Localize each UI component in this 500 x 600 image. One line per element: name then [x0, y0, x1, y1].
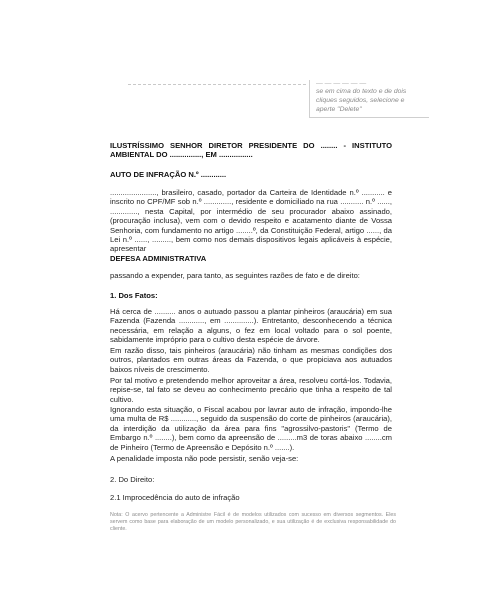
addressee-heading: ILUSTRÍSSIMO SENHOR DIRETOR PRESIDENTE DO ........ - INSTITUTO AMBIENTAL DO ..............., EM ................ — [110, 141, 392, 160]
header-divider — [128, 84, 306, 85]
facts-section-title: 1. Dos Fatos: — [110, 291, 158, 300]
law-section-title: 2. Do Direito: — [110, 475, 155, 484]
facts-paragraph-3: Por tal motivo e pretendendo melhor aproveitar a área, resolveu cortá-los. Todavia, repise-se, tal fato se deveu ao conhecimento precário que tinha a respeito de tal cultivo. — [110, 376, 392, 404]
footer-disclaimer: Nota: O acervo pertencente a Administre Fácil é de modelos utilizados com sucesso em diversos segmentos. Eles servem como base para elaboração de um modelo personalizado, e sua utilização é de exclusiva responsabilidade do cliente. — [110, 512, 396, 532]
intro-paragraph: passando a expender, para tanto, as seguintes razões de fato e de direito: — [110, 271, 360, 280]
instruction-note-box — [309, 80, 429, 118]
facts-paragraph-4: Ignorando esta situação, o Fiscal acabou por lavrar auto de infração, impondo-lhe uma multa de R$ ............, seguido da suspensão do corte de pinheiros (araucária), da interdição da utilização da área para fins "agrossilvo-pastoris" (Termo de Embargo n.º ........), bem como da apreensão de .........m3 de toras abaixo ........cm de Pinheiro (Termo de Apreensão e Depósito n.º .......). — [110, 405, 392, 452]
facts-paragraph-1: Há cerca de .......... anos o autuado passou a plantar pinheiros (araucária) em sua Fazenda (Fazenda ............, em ..............). Entretanto, desconhecendo a técnica necessária, em relação a alguns, o fez em local voltado para o sol poente, sabidamente impróprio para o cultivo desta espécie de árvore. — [110, 307, 392, 345]
law-subsection-title: 2.1 Improcedência do auto de infração — [110, 493, 240, 502]
instruction-note-line: — — — — — — — [316, 81, 367, 87]
defense-title: DEFESA ADMINISTRATIVA — [110, 254, 207, 263]
facts-paragraph-2: Em razão disso, tais pinheiros (araucária) não tinham as mesmas condições dos outros, plantados em outras áreas da Fazenda, o que propiciava aos autuados baixos níveis de crescimento. — [110, 346, 392, 374]
instruction-note-line: se em cima do texto e de dois — [316, 88, 407, 95]
penalty-paragraph: A penalidade imposta não pode persistir, senão veja-se: — [110, 454, 299, 463]
instruction-note-line: aperte "Delete" — [316, 106, 362, 113]
qualification-paragraph: ......................, brasileiro, casado, portador da Carteira de Identidade n.º ........... e inscrito no CPF/MF sob n.º ............., residente e domiciliado na rua ........... n.º ......, ............., nesta Capital, por intermédio de seu procurador abaixo assinado, (procuração inclusa), vem com o devido respeito e acatamento diante de Vossa Senhoria, com fundamento no artigo ........º, da Constituição Federal, artigo ......, da Lei n.º ......, ........., bem como nos demais dispositivos legais aplicáveis à espécie, apresentar — [110, 188, 392, 254]
instruction-note-line: cliques seguidos, selecione e — [316, 97, 405, 104]
infraction-subject: AUTO DE INFRAÇÃO N.º ............ — [110, 170, 227, 179]
